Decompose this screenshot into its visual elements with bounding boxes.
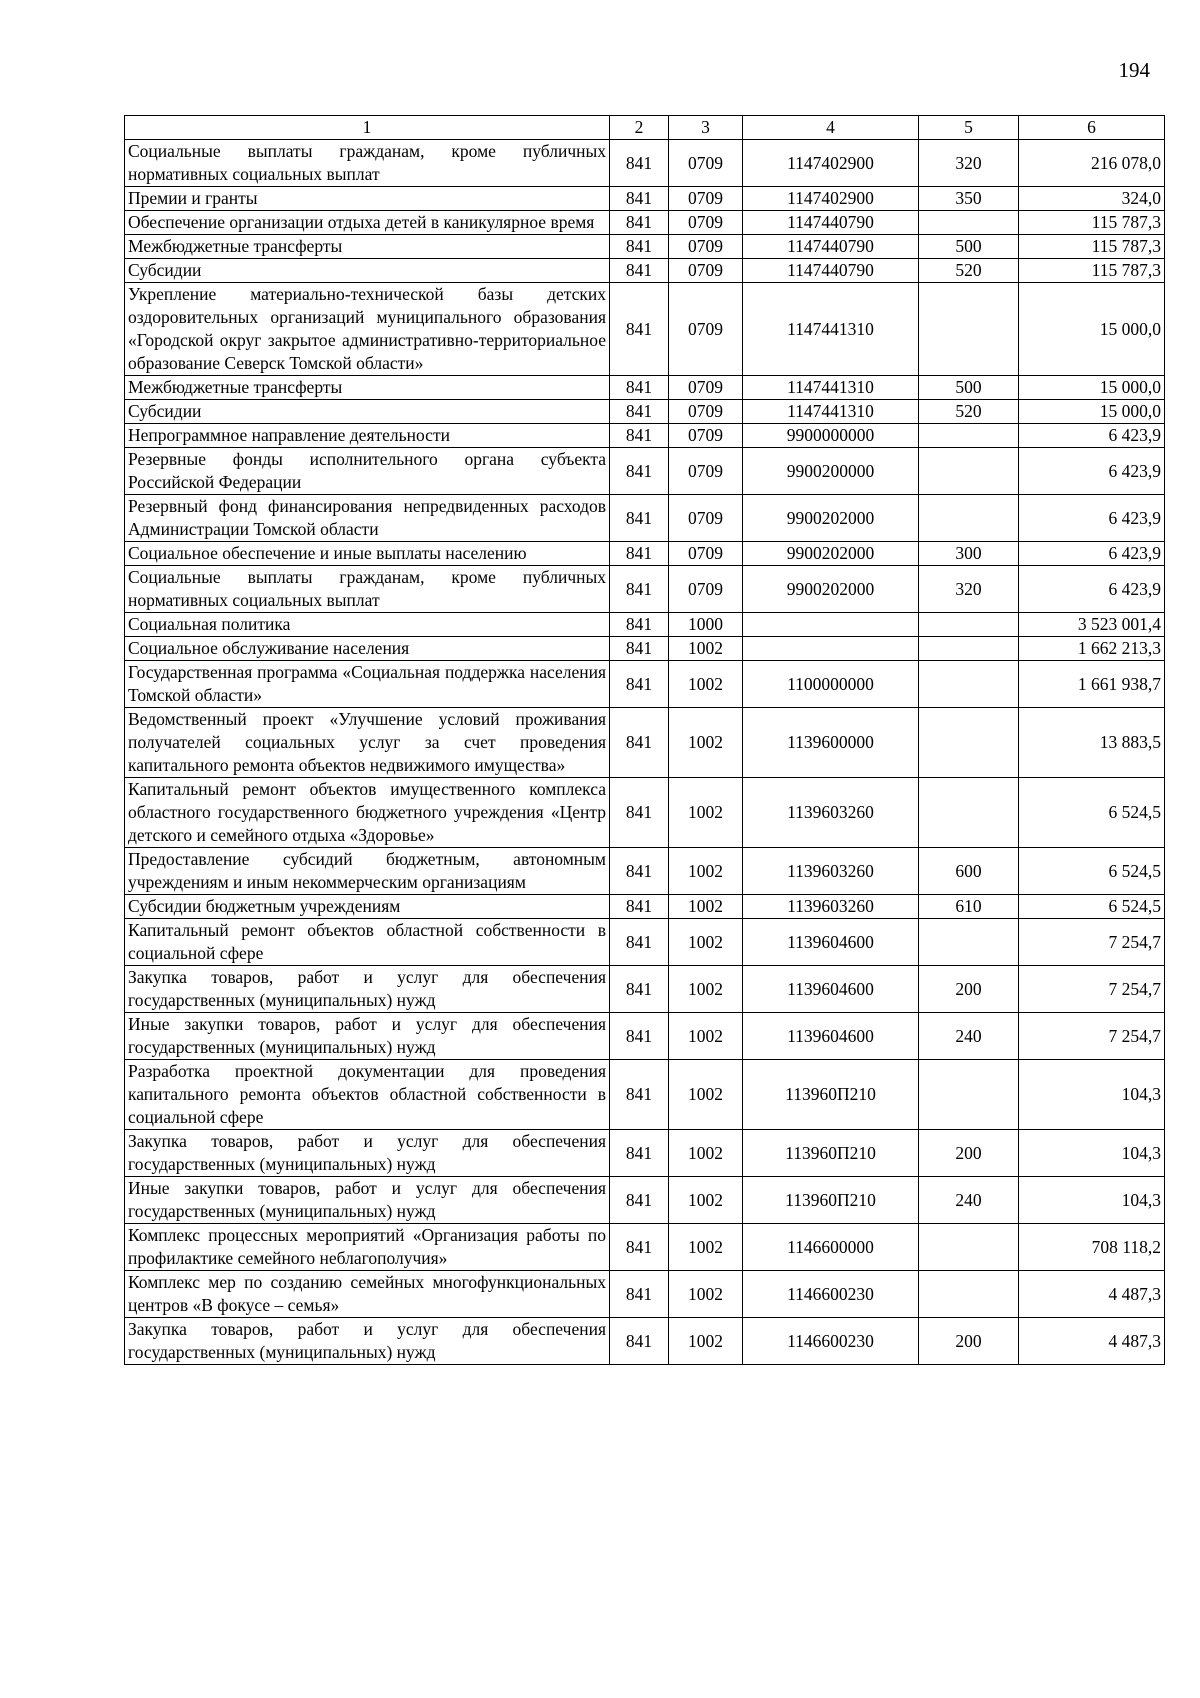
table-row xyxy=(125,542,1165,566)
section-code: 0709 xyxy=(669,140,743,187)
section-code: 1002 xyxy=(669,1271,743,1318)
expense-type-code xyxy=(919,1060,1019,1130)
expense-type-code: 240 xyxy=(919,1013,1019,1060)
amount: 324,0 xyxy=(1019,187,1165,211)
target-article-code: 1146600230 xyxy=(743,1271,919,1318)
target-article-code: 113960П210 xyxy=(743,1177,919,1224)
ministry-code: 841 xyxy=(610,1130,669,1177)
amount: 6 423,9 xyxy=(1019,448,1165,495)
expense-type-code: 320 xyxy=(919,140,1019,187)
target-article-code: 1147440790 xyxy=(743,259,919,283)
section-code: 1002 xyxy=(669,1177,743,1224)
row-name: Комплекс процессных мероприятий «Организация работы по профилактике семейного неблагополучия» xyxy=(125,1224,610,1271)
section-code: 1002 xyxy=(669,1224,743,1271)
expense-type-code xyxy=(919,495,1019,542)
table-row xyxy=(125,1318,1165,1365)
expense-type-code: 500 xyxy=(919,376,1019,400)
amount: 15 000,0 xyxy=(1019,376,1165,400)
target-article-code: 1147440790 xyxy=(743,235,919,259)
table-row xyxy=(125,1271,1165,1318)
amount: 104,3 xyxy=(1019,1177,1165,1224)
target-article-code: 9900202000 xyxy=(743,566,919,613)
ministry-code: 841 xyxy=(610,211,669,235)
ministry-code: 841 xyxy=(610,1177,669,1224)
section-code: 1002 xyxy=(669,708,743,778)
amount: 7 254,7 xyxy=(1019,1013,1165,1060)
section-code: 0709 xyxy=(669,376,743,400)
amount: 6 423,9 xyxy=(1019,566,1165,613)
amount: 6 524,5 xyxy=(1019,778,1165,848)
ministry-code: 841 xyxy=(610,919,669,966)
section-code: 0709 xyxy=(669,235,743,259)
target-article-code: 1147441310 xyxy=(743,376,919,400)
column-number: 5 xyxy=(919,116,1019,140)
expense-type-code xyxy=(919,448,1019,495)
ministry-code: 841 xyxy=(610,235,669,259)
row-name: Межбюджетные трансферты xyxy=(125,235,610,259)
target-article-code: 113960П210 xyxy=(743,1060,919,1130)
ministry-code: 841 xyxy=(610,848,669,895)
section-code: 0709 xyxy=(669,400,743,424)
row-name: Иные закупки товаров, работ и услуг для обеспечения государственных (муниципальных) нужд xyxy=(125,1013,610,1060)
table-row xyxy=(125,400,1165,424)
table-row xyxy=(125,848,1165,895)
budget-table-body xyxy=(125,116,1165,1365)
target-article-code: 1139600000 xyxy=(743,708,919,778)
section-code: 1002 xyxy=(669,1013,743,1060)
row-name: Обеспечение организации отдыха детей в каникулярное время xyxy=(125,211,610,235)
expense-type-code: 240 xyxy=(919,1177,1019,1224)
amount: 6 524,5 xyxy=(1019,895,1165,919)
row-name: Межбюджетные трансферты xyxy=(125,376,610,400)
ministry-code: 841 xyxy=(610,1224,669,1271)
target-article-code: 1147441310 xyxy=(743,283,919,376)
section-code: 0709 xyxy=(669,495,743,542)
section-code: 1002 xyxy=(669,966,743,1013)
column-number: 1 xyxy=(125,116,610,140)
table-row xyxy=(125,424,1165,448)
row-name: Субсидии xyxy=(125,400,610,424)
section-code: 1000 xyxy=(669,613,743,637)
section-code: 1002 xyxy=(669,637,743,661)
table-row xyxy=(125,1224,1165,1271)
ministry-code: 841 xyxy=(610,259,669,283)
row-name: Укрепление материально-технической базы детских оздоровительных организаций муниципального образования «Городской округ закрытое административно-территориальное образование Северск Томской области» xyxy=(125,283,610,376)
expense-type-code xyxy=(919,424,1019,448)
row-name: Социальное обеспечение и иные выплаты населению xyxy=(125,542,610,566)
row-name: Иные закупки товаров, работ и услуг для обеспечения государственных (муниципальных) нужд xyxy=(125,1177,610,1224)
expense-type-code xyxy=(919,211,1019,235)
row-name: Премии и гранты xyxy=(125,187,610,211)
section-code: 1002 xyxy=(669,778,743,848)
row-name: Субсидии xyxy=(125,259,610,283)
target-article-code: 9900202000 xyxy=(743,542,919,566)
section-code: 1002 xyxy=(669,661,743,708)
section-code: 0709 xyxy=(669,566,743,613)
row-name: Закупка товаров, работ и услуг для обеспечения государственных (муниципальных) нужд xyxy=(125,1130,610,1177)
table-row xyxy=(125,1130,1165,1177)
section-code: 0709 xyxy=(669,187,743,211)
amount: 13 883,5 xyxy=(1019,708,1165,778)
column-number: 3 xyxy=(669,116,743,140)
expense-type-code xyxy=(919,708,1019,778)
row-name: Социальные выплаты гражданам, кроме публичных нормативных социальных выплат xyxy=(125,566,610,613)
section-code: 1002 xyxy=(669,1060,743,1130)
column-number: 6 xyxy=(1019,116,1165,140)
expense-type-code: 320 xyxy=(919,566,1019,613)
amount: 1 661 938,7 xyxy=(1019,661,1165,708)
table-row xyxy=(125,1177,1165,1224)
target-article-code: 1139603260 xyxy=(743,848,919,895)
section-code: 1002 xyxy=(669,848,743,895)
table-row xyxy=(125,1013,1165,1060)
expense-type-code xyxy=(919,613,1019,637)
amount: 6 423,9 xyxy=(1019,542,1165,566)
expense-type-code xyxy=(919,778,1019,848)
amount: 6 423,9 xyxy=(1019,495,1165,542)
table-row xyxy=(125,637,1165,661)
row-name: Ведомственный проект «Улучшение условий проживания получателей социальных услуг за счет проведения капитального ремонта объектов недвижимого имущества» xyxy=(125,708,610,778)
row-name: Закупка товаров, работ и услуг для обеспечения государственных (муниципальных) нужд xyxy=(125,1318,610,1365)
table-row xyxy=(125,708,1165,778)
target-article-code: 113960П210 xyxy=(743,1130,919,1177)
ministry-code: 841 xyxy=(610,376,669,400)
ministry-code: 841 xyxy=(610,187,669,211)
table-row xyxy=(125,376,1165,400)
amount: 216 078,0 xyxy=(1019,140,1165,187)
expense-type-code xyxy=(919,637,1019,661)
amount: 7 254,7 xyxy=(1019,966,1165,1013)
row-name: Резервный фонд финансирования непредвиденных расходов Администрации Томской области xyxy=(125,495,610,542)
expense-type-code: 200 xyxy=(919,1130,1019,1177)
target-article-code xyxy=(743,613,919,637)
ministry-code: 841 xyxy=(610,542,669,566)
table-row xyxy=(125,919,1165,966)
amount: 104,3 xyxy=(1019,1060,1165,1130)
amount: 1 662 213,3 xyxy=(1019,637,1165,661)
target-article-code: 9900200000 xyxy=(743,448,919,495)
table-row xyxy=(125,661,1165,708)
section-code: 1002 xyxy=(669,895,743,919)
amount: 115 787,3 xyxy=(1019,259,1165,283)
section-code: 0709 xyxy=(669,448,743,495)
section-code: 0709 xyxy=(669,283,743,376)
row-name: Социальные выплаты гражданам, кроме публичных нормативных социальных выплат xyxy=(125,140,610,187)
table-row xyxy=(125,895,1165,919)
amount: 15 000,0 xyxy=(1019,283,1165,376)
table-row xyxy=(125,211,1165,235)
amount: 115 787,3 xyxy=(1019,235,1165,259)
table-row xyxy=(125,140,1165,187)
ministry-code: 841 xyxy=(610,1271,669,1318)
ministry-code: 841 xyxy=(610,424,669,448)
ministry-code: 841 xyxy=(610,708,669,778)
section-code: 0709 xyxy=(669,424,743,448)
expense-type-code: 600 xyxy=(919,848,1019,895)
row-name: Субсидии бюджетным учреждениям xyxy=(125,895,610,919)
table-row xyxy=(125,259,1165,283)
target-article-code: 1147402900 xyxy=(743,140,919,187)
amount: 708 118,2 xyxy=(1019,1224,1165,1271)
target-article-code: 1139603260 xyxy=(743,895,919,919)
target-article-code: 1100000000 xyxy=(743,661,919,708)
expense-type-code xyxy=(919,919,1019,966)
row-name: Резервные фонды исполнительного органа субъекта Российской Федерации xyxy=(125,448,610,495)
target-article-code: 1139603260 xyxy=(743,778,919,848)
row-name: Капитальный ремонт объектов областной собственности в социальной сфере xyxy=(125,919,610,966)
amount: 104,3 xyxy=(1019,1130,1165,1177)
ministry-code: 841 xyxy=(610,1318,669,1365)
ministry-code: 841 xyxy=(610,566,669,613)
expense-type-code xyxy=(919,1271,1019,1318)
expense-type-code: 520 xyxy=(919,259,1019,283)
ministry-code: 841 xyxy=(610,637,669,661)
table-row xyxy=(125,187,1165,211)
ministry-code: 841 xyxy=(610,966,669,1013)
section-code: 1002 xyxy=(669,1130,743,1177)
target-article-code: 9900000000 xyxy=(743,424,919,448)
budget-table xyxy=(124,115,1165,1365)
amount: 6 423,9 xyxy=(1019,424,1165,448)
section-code: 1002 xyxy=(669,919,743,966)
row-name: Социальная политика xyxy=(125,613,610,637)
table-row xyxy=(125,235,1165,259)
target-article-code: 1146600230 xyxy=(743,1318,919,1365)
row-name: Непрограммное направление деятельности xyxy=(125,424,610,448)
target-article-code: 1147441310 xyxy=(743,400,919,424)
column-number: 4 xyxy=(743,116,919,140)
amount: 115 787,3 xyxy=(1019,211,1165,235)
amount: 7 254,7 xyxy=(1019,919,1165,966)
row-name: Закупка товаров, работ и услуг для обеспечения государственных (муниципальных) нужд xyxy=(125,966,610,1013)
section-code: 0709 xyxy=(669,211,743,235)
table-row xyxy=(125,778,1165,848)
target-article-code: 1139604600 xyxy=(743,1013,919,1060)
row-name: Разработка проектной документации для проведения капитального ремонта объектов областной собственности в социальной сфере xyxy=(125,1060,610,1130)
table-row xyxy=(125,495,1165,542)
amount: 4 487,3 xyxy=(1019,1271,1165,1318)
expense-type-code: 610 xyxy=(919,895,1019,919)
table-row xyxy=(125,283,1165,376)
row-name: Комплекс мер по созданию семейных многофункциональных центров «В фокусе – семья» xyxy=(125,1271,610,1318)
expense-type-code: 500 xyxy=(919,235,1019,259)
section-code: 0709 xyxy=(669,542,743,566)
expense-type-code: 200 xyxy=(919,1318,1019,1365)
expense-type-code: 200 xyxy=(919,966,1019,1013)
target-article-code: 1147402900 xyxy=(743,187,919,211)
page-number: 194 xyxy=(1118,58,1150,82)
target-article-code: 9900202000 xyxy=(743,495,919,542)
ministry-code: 841 xyxy=(610,895,669,919)
ministry-code: 841 xyxy=(610,495,669,542)
target-article-code: 1147440790 xyxy=(743,211,919,235)
row-name: Социальное обслуживание населения xyxy=(125,637,610,661)
target-article-code xyxy=(743,637,919,661)
section-code: 1002 xyxy=(669,1318,743,1365)
expense-type-code xyxy=(919,283,1019,376)
table-row xyxy=(125,566,1165,613)
ministry-code: 841 xyxy=(610,1060,669,1130)
ministry-code: 841 xyxy=(610,140,669,187)
table-row xyxy=(125,448,1165,495)
column-number-row xyxy=(125,116,1165,140)
expense-type-code xyxy=(919,1224,1019,1271)
ministry-code: 841 xyxy=(610,1013,669,1060)
amount: 15 000,0 xyxy=(1019,400,1165,424)
ministry-code: 841 xyxy=(610,448,669,495)
expense-type-code: 350 xyxy=(919,187,1019,211)
amount: 3 523 001,4 xyxy=(1019,613,1165,637)
target-article-code: 1139604600 xyxy=(743,919,919,966)
amount: 6 524,5 xyxy=(1019,848,1165,895)
section-code: 0709 xyxy=(669,259,743,283)
target-article-code: 1139604600 xyxy=(743,966,919,1013)
ministry-code: 841 xyxy=(610,613,669,637)
expense-type-code: 520 xyxy=(919,400,1019,424)
target-article-code: 1146600000 xyxy=(743,1224,919,1271)
ministry-code: 841 xyxy=(610,283,669,376)
expense-type-code: 300 xyxy=(919,542,1019,566)
column-number: 2 xyxy=(610,116,669,140)
table-row xyxy=(125,613,1165,637)
row-name: Капитальный ремонт объектов имущественного комплекса областного государственного бюджетного учреждения «Центр детского и семейного отдыха «Здоровье» xyxy=(125,778,610,848)
amount: 4 487,3 xyxy=(1019,1318,1165,1365)
ministry-code: 841 xyxy=(610,778,669,848)
ministry-code: 841 xyxy=(610,400,669,424)
row-name: Предоставление субсидий бюджетным, автономным учреждениям и иным некоммерческим организациям xyxy=(125,848,610,895)
table-row xyxy=(125,1060,1165,1130)
expense-type-code xyxy=(919,661,1019,708)
row-name: Государственная программа «Социальная поддержка населения Томской области» xyxy=(125,661,610,708)
ministry-code: 841 xyxy=(610,661,669,708)
table-row xyxy=(125,966,1165,1013)
